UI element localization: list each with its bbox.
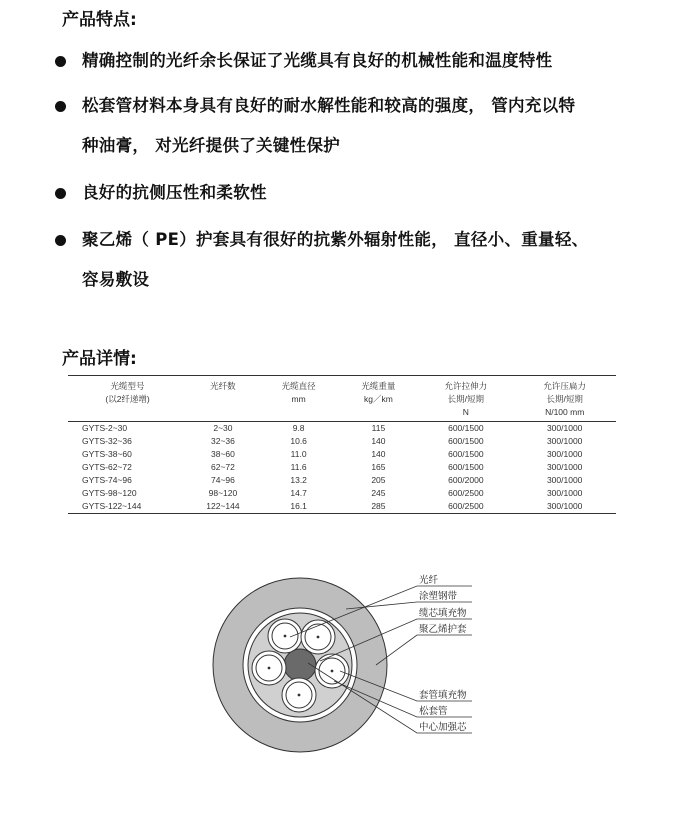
cable-cross-section-diagram	[200, 565, 490, 755]
col-header-model: 光缆型号 (以2纤递增)	[105, 381, 150, 404]
table-cell: 32~36	[210, 436, 235, 446]
table-cell: 2~30	[187, 422, 259, 436]
table-cell: GYTS-122~144	[68, 500, 187, 514]
table-row	[68, 487, 616, 500]
table-header-row	[68, 376, 616, 422]
col-header-fiber-count: 光纤数	[210, 381, 236, 391]
feature-item-1	[82, 41, 652, 81]
feature-line: 良好的抗侧压性和柔软性	[82, 183, 267, 202]
col-header-diameter: 光缆直径 mm	[281, 381, 316, 404]
table-cell: 245	[371, 488, 386, 498]
table-cell: 600/2500	[418, 500, 513, 514]
table-cell: 140	[371, 436, 386, 446]
loose-tube	[268, 619, 302, 653]
table-row	[68, 500, 616, 514]
table-cell: GYTS-32~36	[82, 436, 132, 446]
table-row	[68, 435, 616, 448]
table-cell: 285	[339, 500, 419, 514]
table-cell: 11.0	[290, 449, 307, 459]
table-cell: GYTS-74~96	[82, 475, 132, 485]
label-core-filler: 缆芯填充物	[419, 608, 467, 619]
label-pe-sheath: 聚乙烯护套	[419, 624, 467, 635]
table-cell: 600/1500	[448, 449, 484, 459]
table-cell: 115	[339, 422, 419, 436]
loose-tube	[301, 620, 335, 654]
label-strength-member: 中心加强芯	[419, 722, 467, 733]
table-cell: 62~72	[210, 462, 235, 472]
table-cell: 74~96	[210, 475, 235, 485]
feature-line: 聚乙烯（ PE）护套具有很好的抗紫外辐射性能， 直径小、重量轻、	[82, 230, 589, 249]
table-cell: 13.2	[290, 475, 307, 485]
table-cell: 140	[371, 449, 386, 459]
features-heading: 产品特点:	[62, 10, 137, 30]
table-cell: 300/1000	[546, 488, 583, 498]
table-cell: GYTS-98~120	[82, 488, 137, 498]
table-cell: 300/1000	[513, 500, 616, 514]
table-cell: 11.6	[290, 462, 307, 472]
table-cell: 122~144	[187, 500, 259, 514]
table-cell: 205	[371, 475, 386, 485]
label-steel-tape: 涂塑钢带	[419, 591, 458, 602]
table-cell: 300/1000	[546, 475, 583, 485]
bullet-icon	[55, 188, 66, 199]
table-cell: 9.8	[259, 422, 339, 436]
table-cell: GYTS-38~60	[82, 449, 132, 459]
table-cell: 600/2000	[448, 475, 484, 485]
table-cell: 600/1500	[418, 422, 513, 436]
table-row	[68, 448, 616, 461]
table-cell: 600/1500	[448, 436, 484, 446]
feature-line: 松套管材料本身具有良好的耐水解性能和较高的强度， 管内充以特	[82, 96, 576, 115]
loose-tube	[252, 651, 286, 685]
table-cell: 38~60	[210, 449, 235, 459]
feature-line: 种油膏， 对光纤提供了关键性保护	[82, 136, 341, 155]
table-cell: 14.7	[290, 488, 307, 498]
feature-line: 容易敷设	[82, 270, 150, 289]
table-cell: 98~120	[208, 488, 238, 498]
table-row	[68, 474, 616, 487]
label-tube-filler: 套管填充物	[419, 690, 467, 701]
bullet-icon	[55, 56, 66, 67]
col-header-weight: 光缆重量 kg／km	[361, 381, 396, 404]
feature-item-4	[82, 220, 652, 300]
feature-item-3	[82, 173, 652, 213]
label-fiber: 光纤	[419, 575, 439, 586]
feature-item-2	[82, 86, 652, 166]
label-loose-tube: 松套管	[419, 706, 448, 717]
bullet-icon	[55, 235, 66, 246]
table-cell: 600/2500	[448, 488, 484, 498]
col-header-crush: 允许压扁力 长期/短期 N/100 mm	[543, 381, 586, 417]
spec-table	[68, 375, 616, 514]
table-cell: 300/1000	[546, 462, 583, 472]
table-cell: 10.6	[290, 436, 307, 446]
feature-line: 精确控制的光纤余长保证了光缆具有良好的机械性能和温度特性	[82, 51, 553, 70]
table-row	[68, 422, 616, 436]
table-cell: 300/1000	[546, 436, 583, 446]
table-cell: GYTS-62~72	[82, 462, 132, 472]
bullet-icon	[55, 101, 66, 112]
table-cell: 165	[371, 462, 386, 472]
table-cell: 300/1000	[513, 422, 616, 436]
table-cell: 300/1000	[546, 449, 583, 459]
table-row	[68, 461, 616, 474]
col-header-tensile: 允许拉伸力 长期/短期 N	[444, 381, 488, 417]
loose-tube	[282, 678, 316, 712]
table-cell: GYTS-2~30	[68, 422, 187, 436]
table-cell: 600/1500	[448, 462, 484, 472]
table-cell: 16.1	[259, 500, 339, 514]
details-heading: 产品详情:	[62, 349, 137, 369]
